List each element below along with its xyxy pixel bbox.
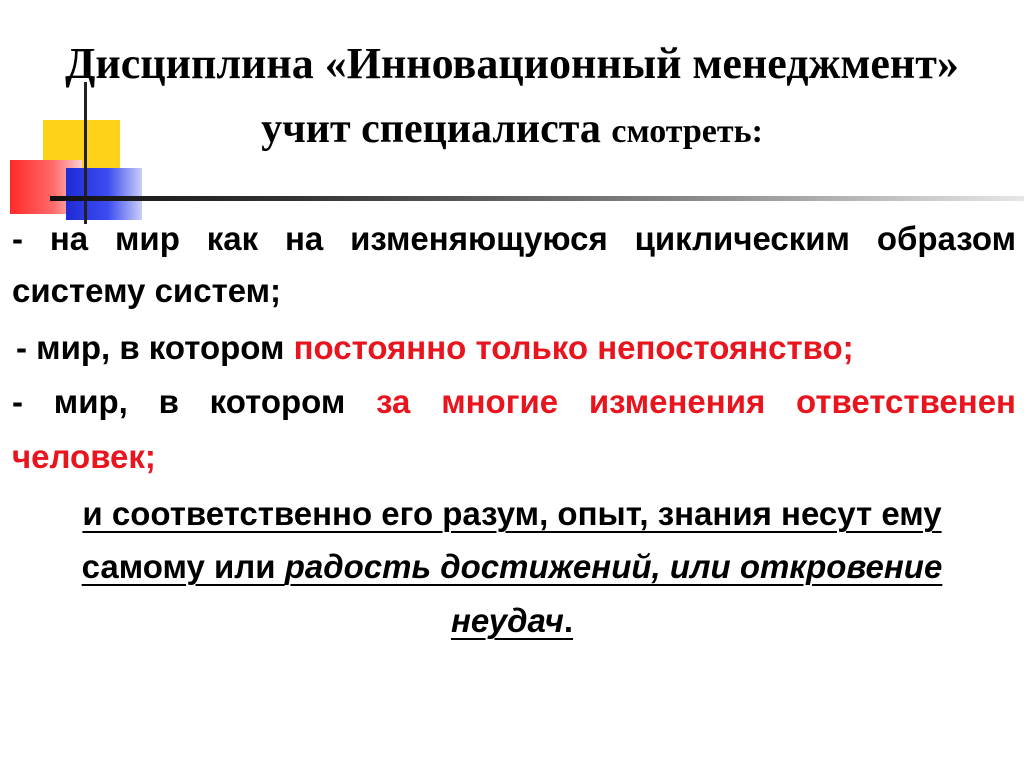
point-2-highlight: постоянно только непостоянство; — [293, 329, 854, 366]
conclusion-text-2-italic: радость достижений, или откровение — [284, 548, 943, 585]
conclusion-text-1: и соответственно его разум, опыт, знания несут ему — [82, 495, 942, 532]
vertical-rule — [84, 82, 87, 224]
conclusion-line-2 — [0, 550, 1024, 583]
point-3-highlight: за многие изменения ответственен — [376, 383, 1016, 420]
point-1-line-2: систему систем; — [12, 272, 282, 309]
conclusion-text-3-end: . — [563, 602, 574, 639]
conclusion-text-3-wrap — [451, 602, 573, 639]
point-2 — [16, 331, 854, 364]
point-1-line-1: - на мир как на изменяющуюся циклическим образом — [12, 220, 1016, 257]
slide-title-line1: Дисциплина «Инновационный менеджмент» — [65, 39, 959, 88]
point-3-prefix: - мир, в котором — [12, 383, 377, 420]
blue-square — [66, 168, 142, 220]
conclusion-text-3-italic: неудач — [450, 602, 564, 639]
title-main: учит специалиста — [261, 106, 612, 152]
conclusion-text-2-plain: самому или — [81, 548, 285, 585]
conclusion-line-1 — [0, 497, 1024, 530]
title-small: смотреть: — [611, 113, 763, 150]
point-3-line-1 — [12, 385, 1016, 418]
conclusion-text-2-wrap — [82, 548, 943, 585]
conclusion-line-3 — [0, 604, 1024, 637]
horizontal-rule — [50, 196, 1024, 201]
point-2-prefix: - мир, в котором — [16, 329, 294, 366]
point-3-line-2: человек; — [12, 438, 156, 475]
slide-title-line2 — [0, 108, 1024, 150]
